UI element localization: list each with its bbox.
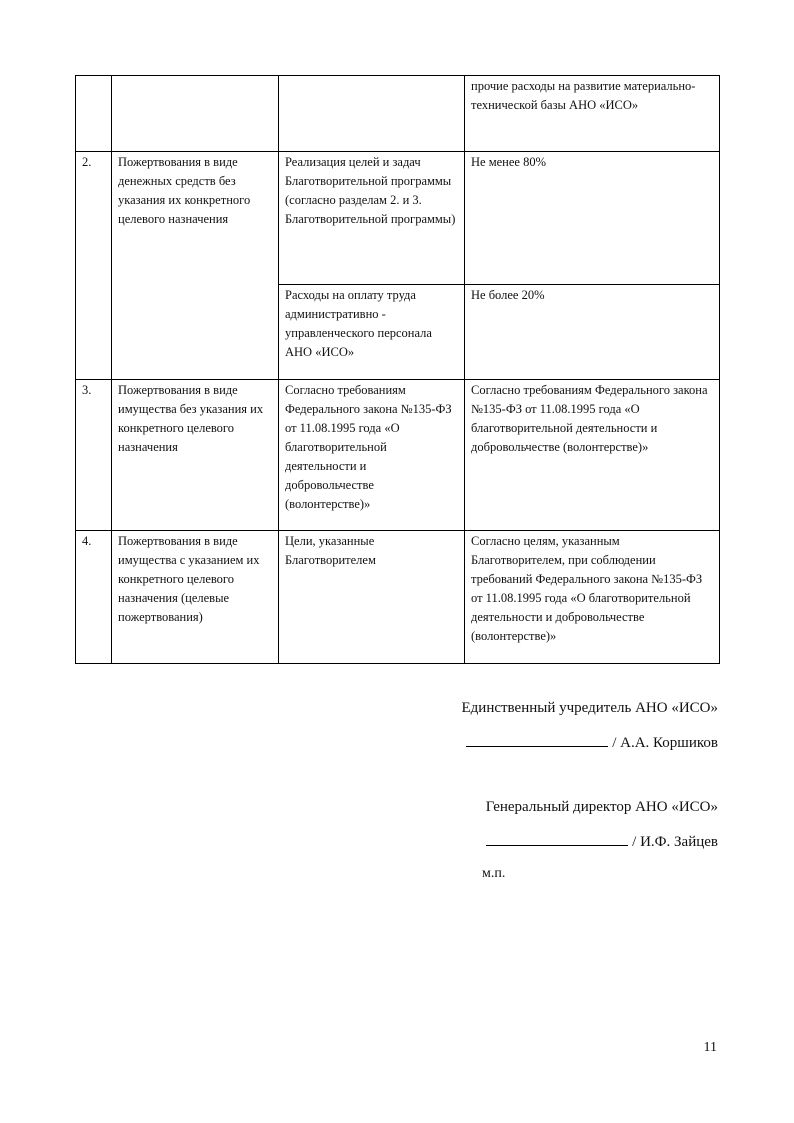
direction-cell: Реализация целей и задач Благотворительной программы (согласно разделам 2. и 3. Благотворительной программы) xyxy=(279,152,465,285)
director-signature xyxy=(486,831,718,852)
direction-cell: Цели, указанные Благотворителем xyxy=(279,531,465,664)
share-cell: Не более 20% xyxy=(465,285,720,380)
direction-cell: Согласно требованиям Федерального закона №135-ФЗ от 11.08.1995 года «О благотворительной деятельности и добровольчестве (волонтерстве)» xyxy=(279,380,465,531)
share-cell: Не менее 80% xyxy=(465,152,720,285)
donation-type-cell: Пожертвования в виде имущества без указания их конкретного целевого назначения xyxy=(112,380,279,531)
donation-type-cell: Пожертвования в виде денежных средств без указания их конкретного целевого назначения xyxy=(112,152,279,380)
donation-type-cell: Пожертвования в виде имущества с указанием их конкретного целевого назначения (целевые пожертвования) xyxy=(112,531,279,664)
donations-table xyxy=(75,75,720,664)
share-cell: Согласно требованиям Федерального закона №135-ФЗ от 11.08.1995 года «О благотворительной деятельности и добровольчестве (волонтерстве)» xyxy=(465,380,720,531)
row-number: 4. xyxy=(76,531,112,664)
director-title: Генеральный директор АНО «ИСО» xyxy=(485,799,718,815)
table-row xyxy=(76,531,720,664)
share-cell: прочие расходы на развитие материально-технической базы АНО «ИСО» xyxy=(465,76,720,152)
table-row xyxy=(76,76,720,152)
signature-line xyxy=(486,831,628,846)
signature-line xyxy=(466,732,608,747)
direction-cell xyxy=(279,76,465,152)
founder-title: Единственный учредитель АНО «ИСО» xyxy=(461,700,718,716)
row-number: 2. xyxy=(76,152,112,380)
founder-name: / А.А. Коршиков xyxy=(612,735,718,751)
donation-type-cell xyxy=(112,76,279,152)
table-row xyxy=(76,380,720,531)
page-number: 11 xyxy=(703,1040,717,1055)
director-name: / И.Ф. Зайцев xyxy=(632,834,718,850)
direction-cell: Расходы на оплату труда административно - управленческого персонала АНО «ИСО» xyxy=(279,285,465,380)
share-cell: Согласно целям, указанным Благотворителем, при соблюдении требований Федерального закона №135-ФЗ от 11.08.1995 года «О благотворительной деятельности и добровольчестве (волонтерстве)» xyxy=(465,531,720,664)
row-number: 3. xyxy=(76,380,112,531)
founder-signature xyxy=(466,732,718,753)
row-number xyxy=(76,76,112,152)
table-row xyxy=(76,152,720,285)
stamp-placeholder: м.п. xyxy=(482,866,506,881)
